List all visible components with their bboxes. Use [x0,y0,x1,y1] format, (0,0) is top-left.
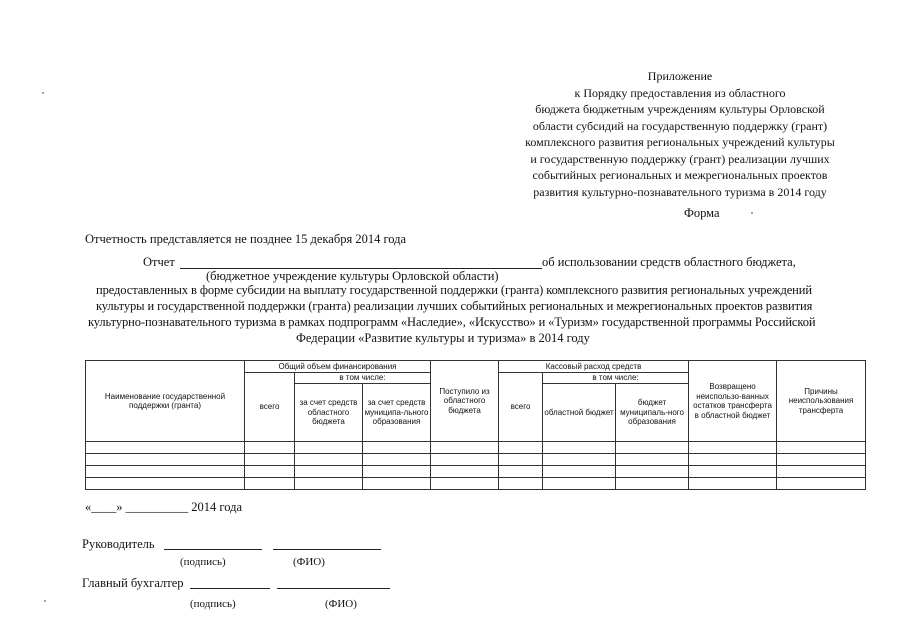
col-subgroup-incl-2: в том числе: [543,373,689,384]
table-row [86,466,866,478]
col-group-cash: Кассовый расход средств [499,361,689,373]
appendix-title: Приложение [647,69,713,83]
appendix-line: развития культурно-познавательного туризма в 2014 году [533,184,827,199]
report-body-line: культурно-познавательного туризма в рамках подпрограмм «Наследие», «Искусство» и «Туризм» государственной программы Российской [88,315,816,329]
col-header-regional-funds: за счет средств областного бюджета [295,384,363,442]
col-header-received: Поступило из областного бюджета [431,361,499,442]
table-row [86,478,866,490]
col-header-reasons: Причины неиспользования трансферта [777,361,866,442]
col-header-municipal-funds: за счет средств муниципа-льного образования [363,384,431,442]
form-label: Форма [684,206,720,220]
head-label: Руководитель [82,537,155,551]
head-signature-line [164,549,262,550]
col-header-total-2: всего [499,373,543,442]
col-header-name: Наименование государственной поддержки (гранта) [86,361,245,442]
report-suffix: об использовании средств областного бюджета, [542,255,796,269]
report-body-line: предоставленных в форме субсидии на выплату государственной поддержки (гранта) комплексного развития региональных учреждений [96,283,812,297]
col-group-financing: Общий объем финансирования [245,361,431,373]
scan-speck [42,92,44,94]
deadline-text: Отчетность представляется не позднее 15 декабря 2014 года [85,232,407,246]
head-signature-caption: (подпись) [180,556,226,568]
appendix-line: комплексного развития региональных учреждений культуры [525,135,835,149]
appendix-block [470,68,890,200]
scan-speck [751,212,753,214]
col-header-municipal-budget: бюджет муниципаль-ного образования [616,384,689,442]
table-row [86,454,866,466]
scan-speck [44,600,46,602]
report-body-line: культуры и государственной поддержки (гранта) реализации лучших событийных региональных и межрегиональных проектов развития [96,299,813,313]
appendix-line: к Порядку предоставления из областного [574,85,786,100]
appendix-line: бюджета бюджетным учреждениям культуры Орловской [535,102,825,116]
col-header-returned: Возвращено неиспользо-ванных остатков трансферта в областной бюджет [689,361,777,442]
report-body-line: Федерации «Развитие культуры и туризма» в 2014 году [296,331,590,345]
head-name-line [273,549,381,550]
col-header-regional-budget: областной бюджет [543,384,616,442]
col-subgroup-incl: в том числе: [295,373,431,384]
report-label: Отчет [143,255,175,269]
accountant-signature-caption: (подпись) [190,598,236,610]
appendix-line: событийных региональных и межрегиональных проектов [532,168,828,182]
col-header-total: всего [245,373,295,442]
report-table [85,360,866,490]
accountant-signature-line [190,588,270,589]
accountant-name-line [277,588,390,589]
accountant-name-caption: (ФИО) [325,598,357,610]
institution-caption: (бюджетное учреждение культуры Орловской области) [206,269,499,283]
appendix-line: области субсидий на государственную поддержку (грант) [532,118,828,133]
accountant-label: Главный бухгалтер [82,576,184,590]
appendix-line: и государственную поддержку (грант) реализации лучших [530,151,830,166]
table-row [86,442,866,454]
date-line: «____» __________ 2014 года [85,500,242,514]
head-name-caption: (ФИО) [293,556,325,568]
